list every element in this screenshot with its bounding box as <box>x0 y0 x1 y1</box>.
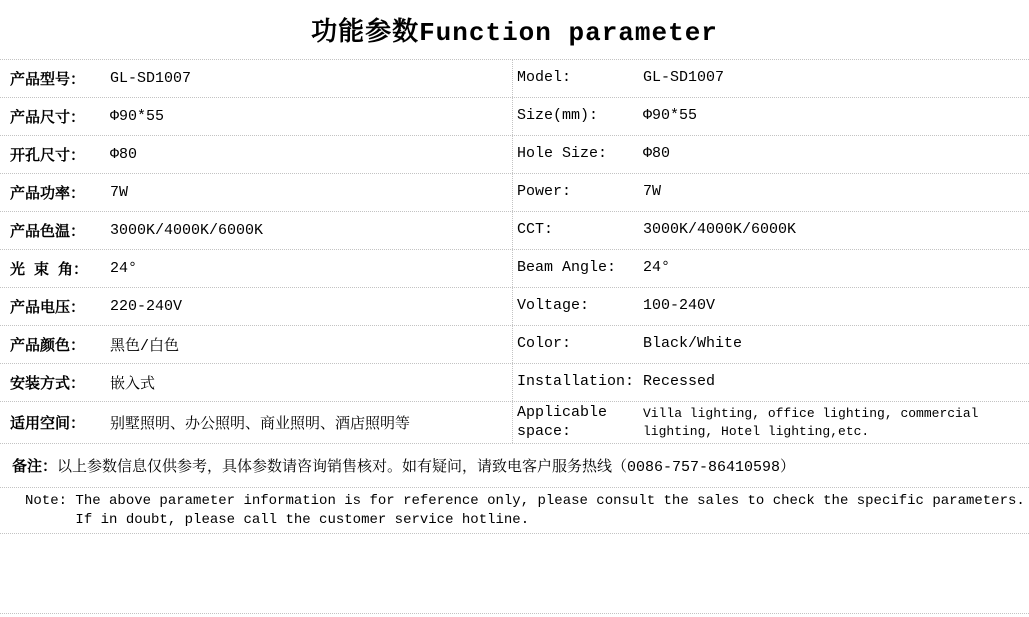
cell-en-beam-angle <box>513 250 1029 287</box>
cn-label-size: 产品尺寸： <box>10 110 86 127</box>
cell-cn-cct <box>0 212 513 249</box>
cn-value-applicable-space: 别墅照明、办公照明、商业照明、酒店照明等 <box>110 416 411 433</box>
note-en-label: Note: <box>25 492 76 509</box>
cell-en-size <box>513 98 1029 135</box>
table-row-power <box>0 174 1029 212</box>
cn-label-beam-angle: 光 束 角： <box>10 262 89 279</box>
en-value-power: 7W <box>643 183 662 201</box>
cn-label-power: 产品功率： <box>10 186 86 203</box>
table-row-voltage <box>0 288 1029 326</box>
cn-value-voltage: 220-240V <box>110 298 183 315</box>
cell-en-cct <box>513 212 1029 249</box>
cell-cn-color <box>0 326 513 363</box>
cn-value-model: GL-SD1007 <box>110 70 192 87</box>
cell-en-applicable-space <box>513 402 1029 443</box>
table-row-applicable-space <box>0 402 1029 444</box>
cell-cn-beam-angle <box>0 250 513 287</box>
cn-label-cct: 产品色温： <box>10 224 86 241</box>
cell-cn-power <box>0 174 513 211</box>
en-label-beam-angle: Beam Angle: <box>517 259 617 277</box>
cell-cn-model <box>0 60 513 97</box>
en-value-voltage: 100-240V <box>643 297 716 315</box>
empty-footer-row <box>0 534 1029 614</box>
cn-label-hole-size: 开孔尺寸： <box>10 148 86 165</box>
en-value-beam-angle: 24° <box>643 259 671 277</box>
en-label-voltage: Voltage: <box>517 297 590 315</box>
remark-row-cn <box>0 444 1029 488</box>
en-value-hole-size: Φ80 <box>643 145 671 163</box>
note-en-text <box>75 492 1024 529</box>
en-label-installation: Installation: <box>517 373 635 391</box>
remark-cn-text: 以上参数信息仅供参考，具体参数请咨询销售核对。如有疑问，请致电客户服务热线（0086-757-86410598） <box>57 459 796 476</box>
cell-cn-installation <box>0 364 513 401</box>
cn-label-voltage: 产品电压： <box>10 300 86 317</box>
cn-value-installation: 嵌入式 <box>110 376 156 393</box>
cn-value-beam-angle: 24° <box>110 260 138 277</box>
remark-row-en <box>0 488 1029 534</box>
en-value-color: Black/White <box>643 335 743 353</box>
note-en-line2: If in doubt, please call the customer service hotline. <box>75 511 530 528</box>
cn-label-model: 产品型号： <box>10 72 86 89</box>
en-label-model: Model: <box>517 69 572 87</box>
cell-cn-voltage <box>0 288 513 325</box>
page-title: 功能参数Function parameter <box>311 18 718 48</box>
cell-cn-hole-size <box>0 136 513 173</box>
title-bar <box>0 0 1029 59</box>
en-value-size: Φ90*55 <box>643 107 698 125</box>
cn-label-color: 产品颜色： <box>10 338 86 355</box>
cn-value-power: 7W <box>110 184 129 201</box>
en-value-applicable-space: Villa lighting, office lighting, commercial lighting, Hotel lighting,etc. <box>643 405 979 439</box>
cell-en-power <box>513 174 1029 211</box>
note-en-line1: The above parameter information is for reference only, please consult the sales to check the specific parameters. <box>75 492 1025 509</box>
cell-en-voltage <box>513 288 1029 325</box>
cell-en-model <box>513 60 1029 97</box>
en-label-size: Size(mm): <box>517 107 599 125</box>
en-value-model: GL-SD1007 <box>643 69 725 87</box>
cell-cn-size <box>0 98 513 135</box>
cn-value-cct: 3000K/4000K/6000K <box>110 222 264 239</box>
en-label-applicable-space: Applicable space: <box>517 403 608 440</box>
table-row-model <box>0 60 1029 98</box>
cell-en-color <box>513 326 1029 363</box>
table-row-hole-size <box>0 136 1029 174</box>
en-label-hole-size: Hole Size: <box>517 145 608 163</box>
table-row-size <box>0 98 1029 136</box>
cn-label-installation: 安装方式： <box>10 376 86 393</box>
table-row-beam-angle <box>0 250 1029 288</box>
cell-cn-applicable-space <box>0 402 513 443</box>
cn-value-size: Φ90*55 <box>110 108 165 125</box>
cn-label-applicable-space: 适用空间： <box>10 416 86 433</box>
note-inner <box>25 492 1025 529</box>
remark-cn-label: 备注： <box>12 459 58 476</box>
cn-value-color: 黑色/白色 <box>110 338 180 355</box>
table-row-cct <box>0 212 1029 250</box>
en-value-installation: Recessed <box>643 373 716 391</box>
table-row-color <box>0 326 1029 364</box>
en-label-color: Color: <box>517 335 572 353</box>
en-value-cct: 3000K/4000K/6000K <box>643 221 797 239</box>
cn-value-hole-size: Φ80 <box>110 146 138 163</box>
cell-en-installation <box>513 364 1029 401</box>
cell-en-hole-size <box>513 136 1029 173</box>
table-row-installation <box>0 364 1029 402</box>
en-label-cct: CCT: <box>517 221 554 239</box>
spec-table <box>0 59 1029 614</box>
en-label-power: Power: <box>517 183 572 201</box>
